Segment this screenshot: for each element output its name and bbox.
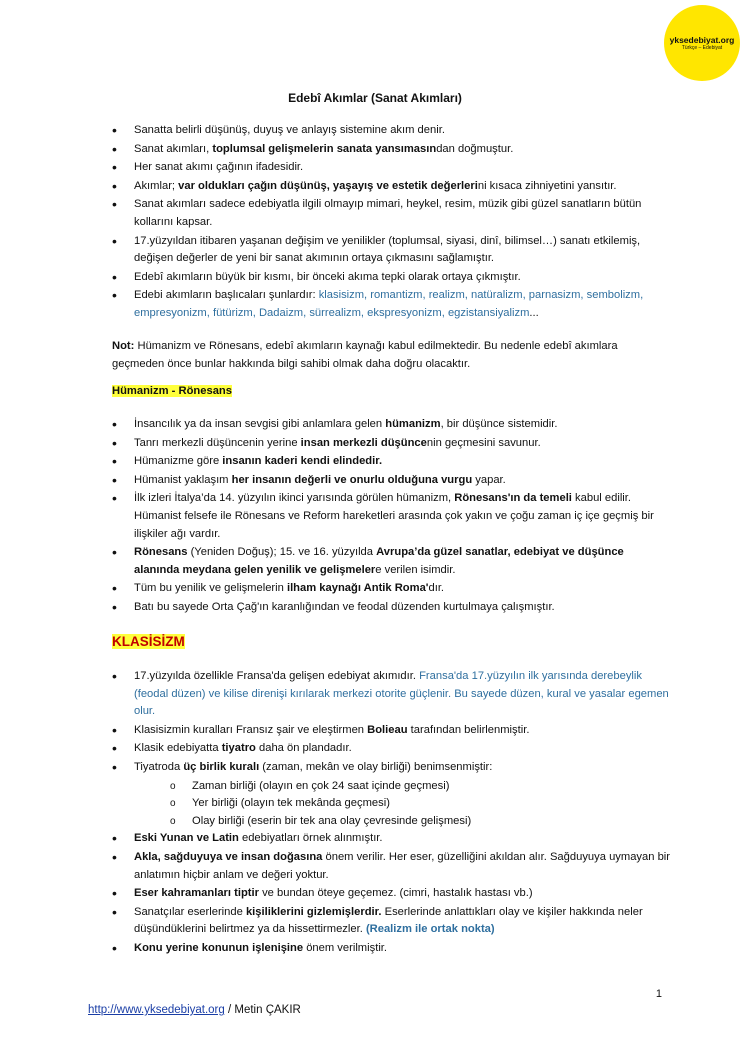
list-item-text: insan merkezli düşünce (300, 436, 427, 449)
list-item-text: Batı bu sayede Orta Çağ'ın karanlığından ve feodal düzenden kurtulmaya çalışmıştır. (134, 600, 555, 613)
list-item-text: Avrupa’da güzel sanatlar, edebiyat ve düşünce alanında meydana gelen yenilik ve gelişmeler (134, 546, 624, 576)
klasisizm-list-b (112, 830, 670, 957)
list-item-text: 17.yüzyıldan itibaren yaşanan değişim ve yenilikler (toplumsal, siyasi, dinî, bilimsel…) sanatı etkilemiş, değişen değerler de yeni bir sanat akımının ortaya çıkmasını sağlamıştır. (134, 234, 641, 265)
list-item-text: var oldukları çağın düşünüş, yaşayış ve estetik değerleri (178, 179, 478, 192)
list-item (170, 778, 670, 796)
intro-list (112, 122, 670, 323)
list-item-text: Zaman birliği (olayın en çok 24 saat içinde geçmesi) (192, 779, 450, 792)
list-item-text: toplumsal gelişmelerin sanata yansımasın (212, 142, 437, 155)
list-item-text: Her sanat akımı çağının ifadesidir. (134, 161, 304, 174)
list-item (112, 287, 670, 322)
list-item-text: Sanatta belirli düşünüş, duyuş ve anlayış sistemine akım denir. (134, 124, 445, 136)
list-item-text: Bolieau (367, 723, 408, 736)
list-item-text: Rönesans'ın da temeli (454, 492, 572, 505)
humanizm-list (112, 416, 670, 617)
list-item (112, 885, 670, 903)
list-item-text: Konu yerine konunun işlenişine (134, 941, 304, 954)
list-item-text: Eski Yunan ve Latin (134, 832, 239, 845)
site-logo[interactable] (664, 5, 740, 81)
list-item (112, 668, 670, 721)
list-item (170, 795, 670, 813)
list-item (112, 849, 670, 884)
list-item (112, 940, 670, 958)
list-item (112, 544, 670, 579)
list-item-text: Tüm bu yenilik ve gelişmelerin (134, 582, 287, 595)
list-item-text: Sanatçılar eserlerinde (134, 905, 246, 918)
list-item-text: Tanrı merkezli düşüncenin yerine (134, 436, 301, 449)
list-item (112, 159, 670, 177)
list-item (112, 599, 670, 617)
footer-author: / Metin ÇAKIR (224, 1004, 301, 1016)
list-item (112, 759, 670, 777)
list-item-text: klasisizm, romantizm, realizm, natüralizm, parnasizm, sembolizm, empresyonizm, fütürizm, Dadaizm, sürrealizm, ekspresyonizm, egzistansiyalizm (134, 289, 644, 319)
list-item-text: önem verilmiştir. (303, 941, 388, 954)
list-item-text: Fransa'da 17.yüzyılın ilk yarısında derebeylik (feodal düzen) ve kilise direnişi kırılarak merkezi otorite güçlenir. Bu sayede düzen, kural ve yasalar egemen olur. (134, 670, 669, 718)
list-item-text: , bir düşünce sistemidir. (440, 418, 558, 430)
klasisizm-section (112, 632, 670, 959)
list-item-text: (Realizm ile ortak nokta) (365, 923, 495, 936)
list-item (170, 813, 670, 831)
list-item-text: tiyatro (221, 742, 256, 755)
list-item (112, 178, 670, 196)
list-item (112, 141, 670, 159)
footer (88, 1004, 301, 1016)
list-item-text: ilham kaynağı Antik Roma' (286, 582, 429, 595)
list-item-text: İnsancılık ya da insan sevgisi gibi anlamlara gelen (134, 418, 386, 430)
klasisizm-heading: KLASİSİZM (112, 634, 185, 649)
list-item-text: Sanat akımları, (134, 142, 213, 155)
list-item-text: önem verilir. Her eser, güzelliğini akıldan alır. Sağduyuya uymayan bir anlatımın hiçbir anlam ve değeri yoktur. (134, 850, 670, 881)
list-item (112, 416, 670, 434)
list-item-text: Klasik edebiyatta (134, 742, 222, 755)
list-item-text: Tiyatroda (134, 760, 184, 773)
logo-name: yksedebiyat.org (669, 35, 735, 45)
list-item-text: 17.yüzyılda özellikle Fransa'da gelişen edebiyat akımıdır. (134, 670, 420, 682)
list-item-text: (Yeniden Doğuş); 15. ve 16. yüzyılda (187, 546, 377, 559)
klasisizm-list-a (112, 668, 670, 777)
list-item (112, 233, 670, 268)
list-item-text: tarafından belirlenmiştir. (407, 723, 530, 736)
list-item-text: Hümanist yaklaşım (134, 473, 232, 486)
list-item-text: Edebi akımların başlıcaları şunlardır: (134, 289, 319, 302)
list-item-text: her insanın değerli ve onurlu olduğuna vurgu (231, 473, 473, 486)
list-item (112, 580, 670, 598)
list-item-text: edebiyatları örnek alınmıştır. (238, 832, 383, 845)
list-item-text: ... (529, 306, 539, 319)
intro-section (112, 122, 670, 324)
list-item-text: kişiliklerini gizlemişlerdir. (245, 905, 382, 918)
list-item-text: Akla, sağduyuya ve insan doğasına (134, 850, 323, 863)
list-item-text: Eserlerinde anlattıkları olay ve kişiler hakkında neler düşündüklerini belirtmez ya da hissettirmezler. (134, 905, 643, 936)
list-item-text: Olay birliği (eserin bir tek ana olay çevresinde gelişmesi) (192, 814, 472, 827)
list-item-text: dan doğmuştur. (436, 142, 514, 155)
page-number: 1 (655, 988, 662, 1000)
list-item-text: Sanat akımları sadece edebiyatla ilgili olmayıp mimari, heykel, resim, müzik gibi güzel sanatların bütün kollarını kapsar. (134, 198, 642, 228)
list-item-text: nin geçmesini savunur. (426, 436, 541, 449)
list-item-text: ve bundan öteye geçemez. (cimri, hastalık hastası vb.) (258, 887, 533, 900)
list-item-text: hümanizm (385, 418, 441, 430)
unity-rules-list (112, 778, 670, 831)
note-label: Not: (112, 340, 135, 352)
list-item (112, 453, 670, 471)
list-item-text: daha ön plandadır. (255, 742, 352, 755)
list-item-text: (zaman, mekân ve olay birliği) benimsenmiştir: (259, 760, 493, 773)
list-item-text: insanın kaderi kendi elindedir. (222, 455, 383, 468)
list-item-text: üç birlik kuralı (183, 760, 260, 773)
list-item-text: Rönesans (134, 546, 188, 559)
list-item-text: ni kısaca zihniyetini yansıtır. (477, 179, 617, 192)
list-item (112, 122, 670, 140)
list-item-text: yapar. (472, 473, 506, 486)
list-item (112, 830, 670, 848)
humanizm-heading: Hümanizm - Rönesans (112, 385, 232, 397)
list-item-text: Edebî akımların büyük bir kısmı, bir önceki akıma tepki olarak ortaya çıkmıştır. (134, 270, 521, 283)
list-item-text: e verilen isimdir. (375, 563, 456, 576)
page-title: Edebî Akımlar (Sanat Akımları) (288, 91, 462, 105)
list-item-text: Eser kahramanları tiptir (134, 887, 259, 900)
list-item-text: kabul edilir. Hümanist felsefe ile Rönesans ve Reform hareketleri arasında çok yakın ve çoğu zaman iç içe geçmiş bir ilişkiler ağı vardır. (134, 492, 654, 540)
list-item (112, 740, 670, 758)
list-item-text: Hümanizme göre (134, 455, 223, 468)
note-paragraph (112, 338, 670, 373)
list-item (112, 490, 670, 543)
humanizm-section (112, 383, 670, 618)
list-item (112, 435, 670, 453)
list-item-text: dır. (428, 582, 445, 595)
list-item (112, 904, 670, 939)
list-item (112, 196, 670, 231)
list-item-text: Yer birliği (olayın tek mekânda geçmesi) (192, 797, 390, 810)
logo-tagline: Türkçe – Edebiyat (681, 45, 723, 51)
list-item-text: Akımlar; (134, 179, 179, 192)
list-item (112, 472, 670, 490)
list-item-text: İlk izleri İtalya’da 14. yüzyılın ikinci yarısında görülen hümanizm, (134, 492, 455, 505)
list-item-text: Klasisizmin kuralları Fransız şair ve eleştirmen (134, 723, 368, 736)
list-item (112, 269, 670, 287)
footer-site-link[interactable]: http://www.yksedebiyat.org (88, 1004, 225, 1016)
list-item (112, 722, 670, 740)
note-text: Hümanizm ve Rönesans, edebî akımların kaynağı kabul edilmektedir. Bu nedenle edebî akımlara geçmeden önce bunlar hakkında bilgi sahibi olmak daha doğru olacaktır. (112, 340, 618, 370)
